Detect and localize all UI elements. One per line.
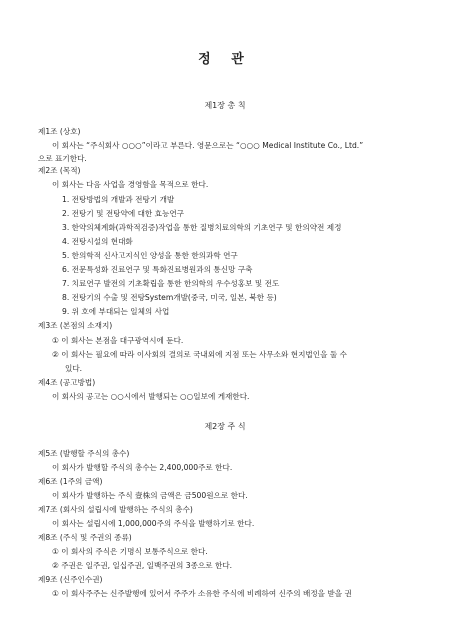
article-6-body: 이 회사가 발행하는 주식 壹株의 금액은 금500원으로 한다. <box>52 491 248 500</box>
article-4-body: 이 회사의 공고는 ○○시에서 발행되는 ○○일보에 게재한다. <box>52 392 250 401</box>
article-5-body: 이 회사가 발행할 주식의 총수는 2,400,000주로 한다. <box>52 463 233 472</box>
article-5-heading: 제5조 (발행할 주식의 총수) <box>38 449 130 458</box>
article-3-paragraph-2: ② 이 회사는 필요에 따라 이사회의 결의로 국내외에 지점 또는 사무소와 현지법인을 둘 수 <box>52 350 347 359</box>
article-6-heading: 제6조 (1주의 금액) <box>38 477 103 486</box>
article-2-item: 1. 전탕방법의 개발과 전탕기 개발 <box>62 195 175 204</box>
article-3-paragraph-2-continuation: 있다. <box>65 364 83 373</box>
article-2-body: 이 회사는 다음 사업을 경영함을 목적으로 한다. <box>52 180 209 189</box>
article-2-item: 6. 전문특성화 진료연구 및 특화진료병원과의 통신망 구축 <box>62 265 253 274</box>
article-2-item: 3. 한약의체계화(과학적검증)작업을 통한 질병치료의학의 기초연구 및 한의약전 제정 <box>62 223 342 232</box>
article-2-item: 4. 전탕시설의 현대화 <box>62 237 133 246</box>
article-1-body: 이 회사는 “주식회사 ○○○”이라고 부른다. 영문으로는 “○○○ Medical Institute Co., Ltd.” <box>52 141 364 150</box>
article-8-paragraph-1: ① 이 회사의 주식은 기명식 보통주식으로 한다. <box>52 547 208 556</box>
article-2-item: 5. 한의학적 신사고지식인 양성을 통한 한의과학 연구 <box>62 251 238 260</box>
article-9-paragraph-1: ① 이 회사주주는 신주발행에 있어서 주주가 소유한 주식에 비례하여 신주의 배정을 받을 권 <box>52 589 352 598</box>
article-3-paragraph-1: ① 이 회사는 본점을 대구광역시에 둔다. <box>52 336 184 345</box>
article-2-item: 2. 전탕기 및 전탕약에 대한 효능연구 <box>62 209 185 218</box>
document-title: 정 관 <box>198 52 252 67</box>
article-7-heading: 제7조 (회사의 설립시에 발행하는 주식의 총수) <box>38 505 193 514</box>
article-7-body: 이 회사는 설립시에 1,000,000주의 주식을 발행하기로 한다. <box>52 519 255 528</box>
article-1-heading: 제1조 (상호) <box>38 127 81 136</box>
article-2-item: 8. 전탕기의 수출 및 전탕System개발(중국, 미국, 일본, 북한 등) <box>62 293 277 302</box>
article-2-item: 7. 치료연구 발전의 기초확립을 통한 한의학의 우수성홍보 및 전도 <box>62 279 280 288</box>
article-9-heading: 제9조 (신주인수권) <box>38 575 103 584</box>
article-2-item: 9. 위 호에 부대되는 일체의 사업 <box>62 307 170 316</box>
article-1-continuation: 으로 표기한다. <box>38 154 87 163</box>
chapter-heading-2: 제2장 주 식 <box>204 422 246 431</box>
article-8-heading: 제8조 (주식 및 주권의 종류) <box>38 533 132 542</box>
article-8-paragraph-2: ② 주권은 일주권, 일십주권, 일백주권의 3종으로 한다. <box>52 561 233 570</box>
chapter-heading-1: 제1장 총 칙 <box>204 101 246 110</box>
article-4-heading: 제4조 (공고방법) <box>38 378 96 387</box>
article-3-heading: 제3조 (본점의 소재지) <box>38 321 113 330</box>
article-2-heading: 제2조 (목적) <box>38 166 81 175</box>
